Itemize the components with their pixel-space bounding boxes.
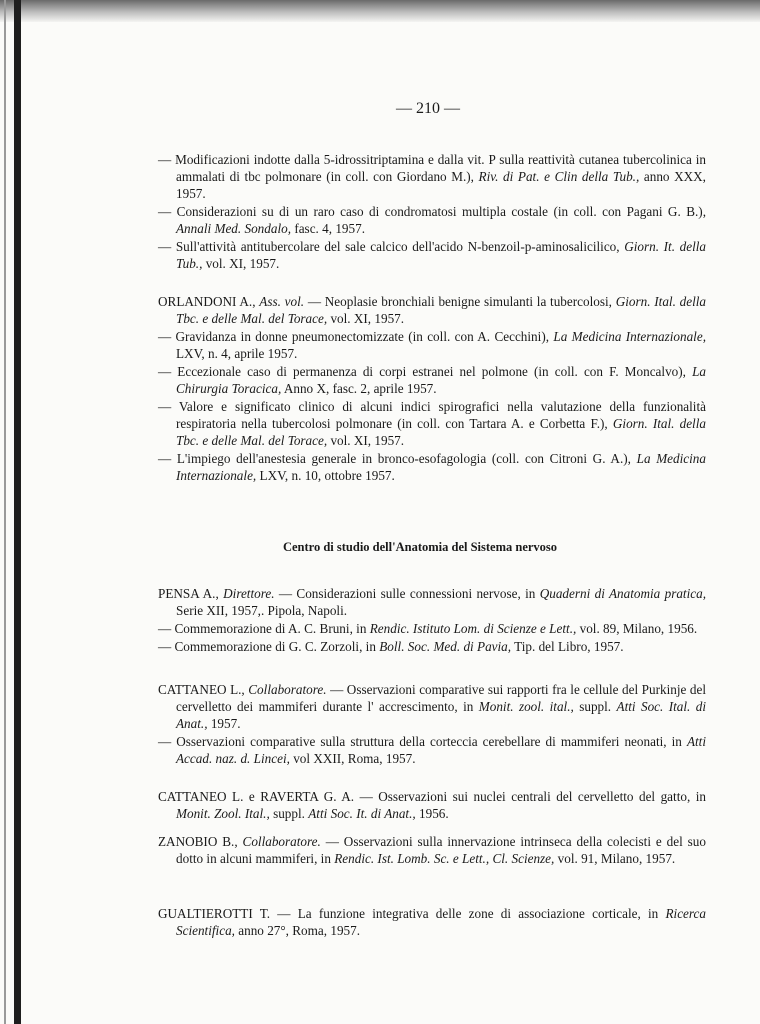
journal-title: Ass. vol. bbox=[259, 294, 305, 309]
entry-text: — Sull'attività antitubercolare del sale calcico dell'acido N-benzoil-p-aminosalicilico, bbox=[158, 239, 625, 254]
bibliography-entry bbox=[158, 203, 706, 237]
entry-text: vol. XI, 1957. bbox=[327, 433, 405, 448]
journal-title: Atti Soc. Ital. di Anat., bbox=[176, 699, 706, 731]
bibliography-entry bbox=[158, 328, 706, 362]
scan-binding-edge bbox=[14, 0, 21, 1024]
journal-title: Rendic. Istituto Lom. di Scienze e Lett., bbox=[369, 621, 577, 636]
entry-text: — Eccezionale caso di permanenza di corpi estranei nel polmone (in coll. con F. Moncalvo), bbox=[158, 364, 693, 379]
bibliography-entry bbox=[158, 293, 706, 327]
entry-text: — Gravidanza in donne pneumonectomizzate (in coll. con A. Cecchini), bbox=[158, 329, 554, 344]
entry-text: — Modificazioni indotte dalla 5-idrossitriptamina e dalla vit. P sulla reattività cutanea tubercolinica in ammalati di tbc polmonare (in coll. con Giordano M.), bbox=[158, 152, 706, 184]
scan-edge-line bbox=[4, 0, 6, 1024]
entry-text: — Considerazioni su di un raro caso di condromatosi multipla costale (in coll. con Pagani G. B.), bbox=[158, 204, 706, 219]
entry-text: — Osservazioni sulla innervazione intrinseca della colecisti e del suo dotto in alcuni mammiferi, in bbox=[176, 834, 706, 866]
bibliography-entry bbox=[158, 833, 706, 867]
bibliography-entry bbox=[158, 620, 706, 637]
entry-text: — Considerazioni sulle connessioni nervose, in bbox=[274, 586, 540, 601]
journal-title: Monit. Zool. Ital., bbox=[176, 806, 270, 821]
entry-text: LXV, n. 10, ottobre 1957. bbox=[256, 468, 395, 483]
journal-title: Boll. Soc. Med. di Pavia, bbox=[379, 639, 512, 654]
entry-text: CATTANEO L. e RAVERTA G. A. — Osservazioni sui nuclei centrali del cervelletto del gatto, in bbox=[158, 789, 706, 804]
entry-text: anno 27°, Roma, 1957. bbox=[234, 923, 361, 938]
entry-text: Anno X, fasc. 2, aprile 1957. bbox=[281, 381, 437, 396]
entry-text: suppl. bbox=[573, 699, 617, 714]
bibliography-entry bbox=[158, 238, 706, 272]
journal-title: Atti Soc. It. di Anat., bbox=[308, 806, 416, 821]
publication-group bbox=[158, 681, 706, 768]
publication-group bbox=[158, 151, 706, 273]
publication-group bbox=[158, 905, 706, 940]
publication-group bbox=[158, 293, 706, 485]
entry-text: — Neoplasie bronchiali benigne simulanti la tubercolosi, bbox=[304, 294, 616, 309]
entry-text: suppl. bbox=[269, 806, 309, 821]
journal-title: Giorn. Ital. della Tbc. e delle Mal. del Torace, bbox=[176, 294, 706, 326]
entry-text: 1957. bbox=[207, 716, 241, 731]
entry-text: PENSA A., bbox=[158, 586, 224, 601]
entry-text: CATTANEO L., bbox=[158, 682, 249, 697]
entry-text: ZANOBIO B., bbox=[158, 834, 243, 849]
entry-text: — Valore e significato clinico di alcuni indici spirografici nella valutazione della funzionalità respiratoria nella tubercolosi polmonare (in coll. con Tartara A. e Corbetta F.), bbox=[158, 399, 706, 431]
bibliography-entry bbox=[158, 905, 706, 939]
entry-text: — Commemorazione di A. C. Bruni, in bbox=[158, 621, 370, 636]
journal-title: La Chirurgia Toracica, bbox=[176, 364, 706, 396]
entry-text: ORLANDONI A., bbox=[158, 294, 260, 309]
entry-text: Tip. del Libro, 1957. bbox=[511, 639, 624, 654]
entry-text: — Osservazioni comparative sui rapporti fra le cellule del Purkinje del cervelletto dei mammiferi durante l' accrescimento, in bbox=[176, 682, 706, 714]
page-number: — 210 — bbox=[396, 100, 460, 117]
journal-title: Annali Med. Sondalo, bbox=[176, 221, 292, 236]
journal-title: Collaboratore. bbox=[242, 834, 321, 849]
bibliography-entry bbox=[158, 398, 706, 449]
entry-text: 1956. bbox=[415, 806, 449, 821]
entry-text: — L'impiego dell'anestesia generale in bronco-esofagologia (coll. con Citroni G. A.), bbox=[158, 451, 637, 466]
publication-group bbox=[158, 585, 706, 656]
bibliography-entry bbox=[158, 585, 706, 619]
journal-title: Collaboratore. bbox=[248, 682, 327, 697]
journal-title: Giorn. It. della Tub., bbox=[176, 239, 706, 271]
entry-text: vol XXII, Roma, 1957. bbox=[289, 751, 416, 766]
entry-text: vol. 89, Milano, 1956. bbox=[576, 621, 698, 636]
entry-text: fasc. 4, 1957. bbox=[291, 221, 365, 236]
bibliography-entry bbox=[158, 638, 706, 655]
entry-text: Serie XII, 1957,. Pipola, Napoli. bbox=[176, 603, 348, 618]
publication-group bbox=[158, 833, 706, 868]
entry-text: — Osservazioni comparative sulla struttura della corteccia cerebellare di mammiferi neonati, in bbox=[158, 734, 687, 749]
entry-text: vol. 91, Milano, 1957. bbox=[554, 851, 676, 866]
bibliography-entry bbox=[158, 363, 706, 397]
journal-title: Monit. zool. ital., bbox=[478, 699, 574, 714]
bibliography-entry bbox=[158, 151, 706, 202]
journal-title: Quaderni di Anatomia pratica, bbox=[539, 586, 706, 601]
publication-group bbox=[158, 788, 706, 823]
journal-title: Riv. di Pat. e Clin della Tub., bbox=[478, 169, 640, 184]
bibliography-entry bbox=[158, 788, 706, 822]
journal-title: La Medicina Internazionale, bbox=[553, 329, 706, 344]
entry-text: LXV, n. 4, aprile 1957. bbox=[176, 346, 298, 361]
journal-title: La Medicina Internazionale, bbox=[176, 451, 706, 483]
journal-title: Giorn. Ital. della Tbc. e delle Mal. del Torace, bbox=[176, 416, 706, 448]
entry-text: — Commemorazione di G. C. Zorzoli, in bbox=[158, 639, 380, 654]
bibliography-entry bbox=[158, 681, 706, 732]
scan-top-shadow bbox=[0, 0, 760, 22]
journal-title: Rendic. Ist. Lomb. Sc. e Lett., Cl. Scienze, bbox=[334, 851, 555, 866]
journal-title: Ricerca Scientifica, bbox=[176, 906, 706, 938]
entry-text: GUALTIEROTTI T. — La funzione integrativa delle zone di associazione corticale, in bbox=[158, 906, 666, 921]
bibliography-entry bbox=[158, 733, 706, 767]
journal-title: Atti Accad. naz. d. Lincei, bbox=[176, 734, 706, 766]
journal-title: Direttore. bbox=[223, 586, 275, 601]
entry-text: vol. XI, 1957. bbox=[202, 256, 280, 271]
entry-text: vol. XI, 1957. bbox=[327, 311, 405, 326]
bibliography-entry bbox=[158, 450, 706, 484]
entry-text: anno XXX, 1957. bbox=[176, 169, 706, 201]
section-heading: Centro di studio dell'Anatomia del Sistema nervoso bbox=[282, 540, 558, 554]
